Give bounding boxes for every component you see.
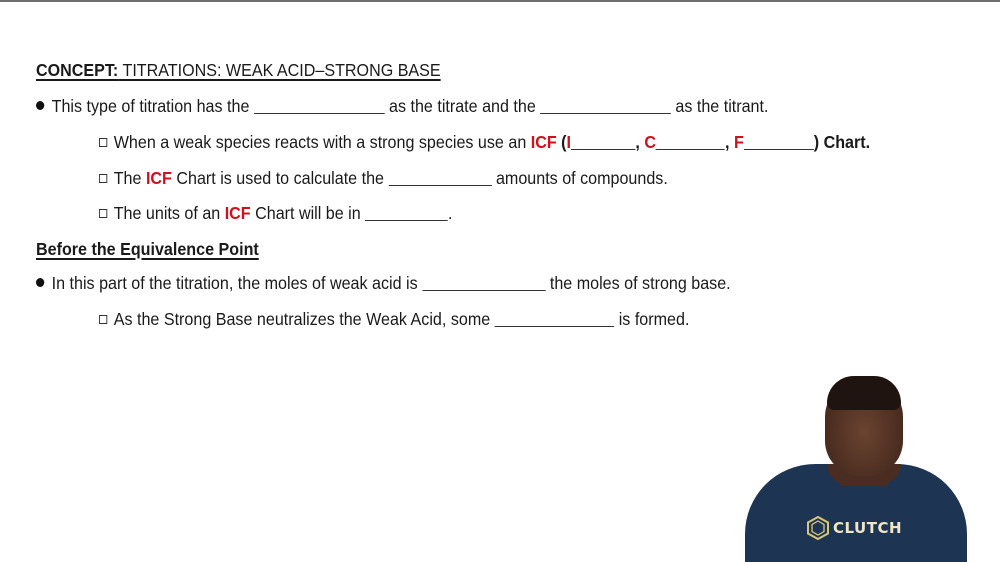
bullet-icon — [36, 278, 44, 287]
blank-titrate — [254, 97, 385, 114]
icf-c-letter: C — [644, 132, 657, 152]
text: The units of an — [113, 203, 225, 223]
concept-label: CONCEPT: — [36, 60, 119, 80]
sub-icf-units — [99, 202, 452, 224]
text: ( — [556, 132, 567, 152]
presenter-video — [745, 372, 975, 562]
bullet-titration-type — [36, 95, 768, 117]
hexagon-icon — [807, 516, 829, 540]
blank-amounts — [388, 169, 491, 186]
text: This type of titration has the — [51, 96, 254, 116]
icf-keyword: ICF — [145, 168, 172, 188]
text: Chart will be in — [250, 203, 366, 223]
concept-heading — [36, 59, 441, 81]
sub-icf-calculate — [99, 167, 668, 189]
clutch-logo-text: CLUTCH — [833, 519, 903, 537]
presenter-hair — [827, 376, 901, 410]
blank-final — [744, 133, 814, 150]
icf-keyword: ICF — [224, 203, 251, 223]
checkbox-icon — [99, 174, 107, 183]
checkbox-icon — [99, 209, 107, 218]
blank-units — [365, 204, 448, 221]
blank-change — [656, 133, 725, 150]
section-heading-before-equivalence: Before the Equivalence Point — [36, 239, 259, 259]
text: , — [725, 132, 734, 152]
text: As the Strong Base neutralizes the Weak Acid, some — [113, 309, 495, 329]
bullet-moles-comparison — [36, 272, 731, 294]
text: The — [113, 168, 146, 188]
blank-comparison — [422, 274, 545, 291]
text: the moles of strong base. — [545, 273, 731, 293]
checkbox-icon — [99, 315, 107, 324]
sub-icf-usage — [99, 131, 870, 153]
blank-initial — [571, 133, 635, 150]
blank-formed — [495, 310, 615, 327]
concept-title: TITRATIONS: WEAK ACID–STRONG BASE — [118, 60, 441, 80]
text: ) Chart. — [813, 132, 871, 152]
text: When a weak species reacts with a strong species use an — [113, 132, 531, 152]
text: . — [447, 203, 453, 223]
text: is formed. — [614, 309, 690, 329]
bullet-icon — [36, 101, 44, 110]
top-border — [0, 0, 1000, 2]
text: as the titrant. — [670, 96, 769, 116]
clutch-logo — [807, 516, 902, 540]
text: , — [635, 132, 645, 152]
text: Chart is used to calculate the — [171, 168, 389, 188]
icf-f-letter: F — [733, 132, 744, 152]
text: amounts of compounds. — [491, 168, 668, 188]
text: as the titrate and the — [384, 96, 541, 116]
text: In this part of the titration, the moles of weak acid is — [51, 273, 423, 293]
sub-neutralization — [99, 308, 689, 330]
checkbox-icon — [99, 138, 107, 147]
icf-keyword: ICF — [530, 132, 557, 152]
blank-titrant — [540, 97, 671, 114]
icf-i-letter: I — [566, 132, 572, 152]
